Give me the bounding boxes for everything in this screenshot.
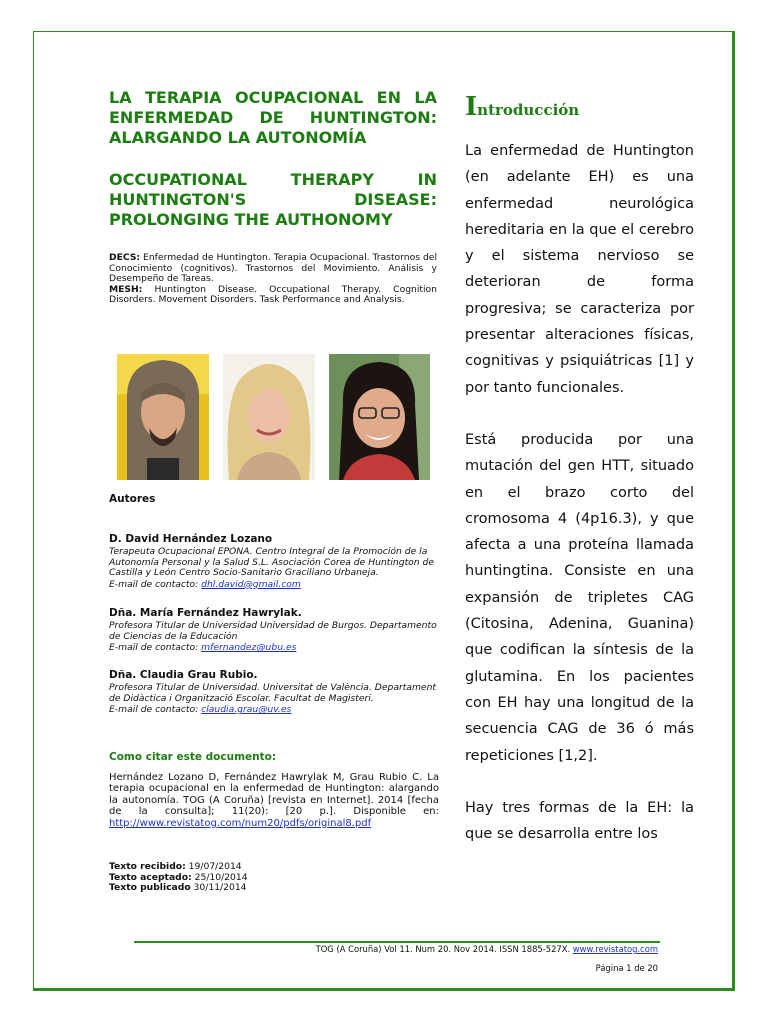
date-label: Texto aceptado: — [109, 871, 192, 883]
author-email-link[interactable]: claudia.grau@uv.es — [201, 704, 292, 716]
keywords-block — [109, 253, 437, 306]
author-affiliation: Terapeuta Ocupacional EPONA. Centro Integral de la Promoción de la Autonomía Personal y la Salud S.L. Asociación Corea de Huntington de Castilla y León Centro Socio-Sanitario Graciliano Urbaneja. — [109, 546, 435, 579]
intro-paragraph: La enfermedad de Huntington (en adelante EH) es una enfermedad neurológica hereditaria en la que el cerebro y el sistema nervioso se deterioran de forma progresiva; se caracteriza por presentar alteraciones físicas, cognitivas y psiquiátricas [1] y por tanto funcionales. — [465, 143, 694, 396]
decs-keywords — [109, 253, 437, 285]
publication-dates — [109, 862, 248, 894]
author-name: D. David Hernández Lozano — [109, 533, 273, 545]
author-photo-2 — [223, 354, 315, 480]
date-value: 30/11/2014 — [190, 882, 247, 894]
author-email-line — [109, 579, 439, 590]
date-label: Texto recibido: — [109, 861, 186, 872]
email-label: E-mail de contacto: — [109, 578, 202, 590]
mesh-text: Huntington Disease. Occupational Therapy. Cognition Disorders. Movement Disorders. Task Performance and Analysis. — [109, 283, 437, 305]
author-name: Dña. María Fernández Hawrylak. — [109, 607, 302, 619]
author-entry — [109, 533, 439, 590]
mesh-label: MESH: — [109, 283, 143, 295]
heading-initial: I — [465, 92, 478, 122]
cite-heading: Como citar este documento: — [109, 751, 277, 763]
title-english: OCCUPATIONAL THERAPY IN HUNTINGTON'S DISEASE: PROLONGING THE AUTHONOMY — [109, 170, 437, 229]
decs-text: Enfermedad de Huntington. Terapia Ocupacional. Trastornos del Conocimiento (cognitivos). Trastornos del Movimiento. Análisis y Desempeño de Tareas. — [109, 252, 437, 284]
left-column — [109, 88, 437, 306]
date-value: 25/10/2014 — [191, 871, 248, 883]
author-entry — [109, 669, 439, 715]
footer-site-link[interactable]: www.revistatog.com — [572, 944, 658, 954]
page-number: Página 1 de 20 — [595, 963, 658, 973]
cite-reference: Hernández Lozano D, Fernández Hawrylak M, Grau Rubio C. La terapia ocupacional en la enfermedad de Huntington: alargando la autonomía. TOG (A Coruña) [revista en Internet]. 2014 [fecha de la consulta]; 11(20): [20 p.]. Disponible en: — [109, 772, 439, 818]
cite-url-link[interactable]: http://www.revistatog.com/num20/pdfs/original8.pdf — [109, 817, 372, 829]
footer-journal — [316, 944, 658, 954]
right-column — [465, 92, 694, 873]
author-affiliation: Profesora Titular de Universidad Universidad de Burgos. Departamento de Ciencias de la Educación — [109, 620, 437, 642]
author-affiliation: Profesora Titular de Universidad. Universitat de València. Departament de Didàctica i Organització Escolar. Facultat de Magisteri. — [109, 682, 436, 704]
author-email-line — [109, 704, 439, 715]
introduction-heading — [465, 92, 694, 125]
email-label: E-mail de contacto: — [109, 704, 202, 716]
author-email-line — [109, 642, 439, 653]
authors-heading: Autores — [109, 493, 156, 505]
heading-rest: ntroducción — [477, 101, 580, 119]
author-entry — [109, 607, 439, 653]
decs-label: DECS: — [109, 252, 141, 263]
author-name: Dña. Claudia Grau Rubio. — [109, 669, 258, 681]
mesh-keywords — [109, 285, 437, 306]
author-photo-3 — [329, 354, 430, 480]
footer-journal-text: TOG (A Coruña) Vol 11. Num 20. Nov 2014. ISSN 1885-527X. — [315, 944, 573, 954]
footer-divider — [134, 941, 660, 943]
date-published — [109, 883, 248, 894]
author-photo-1 — [117, 354, 209, 480]
email-label: E-mail de contacto: — [109, 642, 202, 654]
intro-paragraph: Está producida por una mutación del gen HTT, situado en el brazo corto del cromosoma 4 (4p16.3), y que afecta a una proteína llamada huntingtina. Consiste en una expansión de tripletes CAG (Citosina, Adenina, Guanina) que codifican la síntesis de la glutamina. En los pacientes con EH hay una longitud de la secuencia CAG de 36 ó más repeticiones [1,2]. — [465, 431, 694, 764]
date-label: Texto publicado — [109, 882, 191, 894]
author-photos — [117, 354, 430, 480]
cite-text — [109, 772, 439, 829]
intro-paragraph: Hay tres formas de la EH: la que se desarrolla entre los — [465, 799, 694, 843]
title-spanish: LA TERAPIA OCUPACIONAL EN LA ENFERMEDAD DE HUNTINGTON: ALARGANDO LA AUTONOMÍA — [109, 88, 437, 147]
author-email-link[interactable]: mfernandez@ubu.es — [201, 642, 297, 654]
date-value: 19/07/2014 — [185, 861, 242, 872]
author-email-link[interactable]: dhl.david@gmail.com — [201, 578, 301, 590]
